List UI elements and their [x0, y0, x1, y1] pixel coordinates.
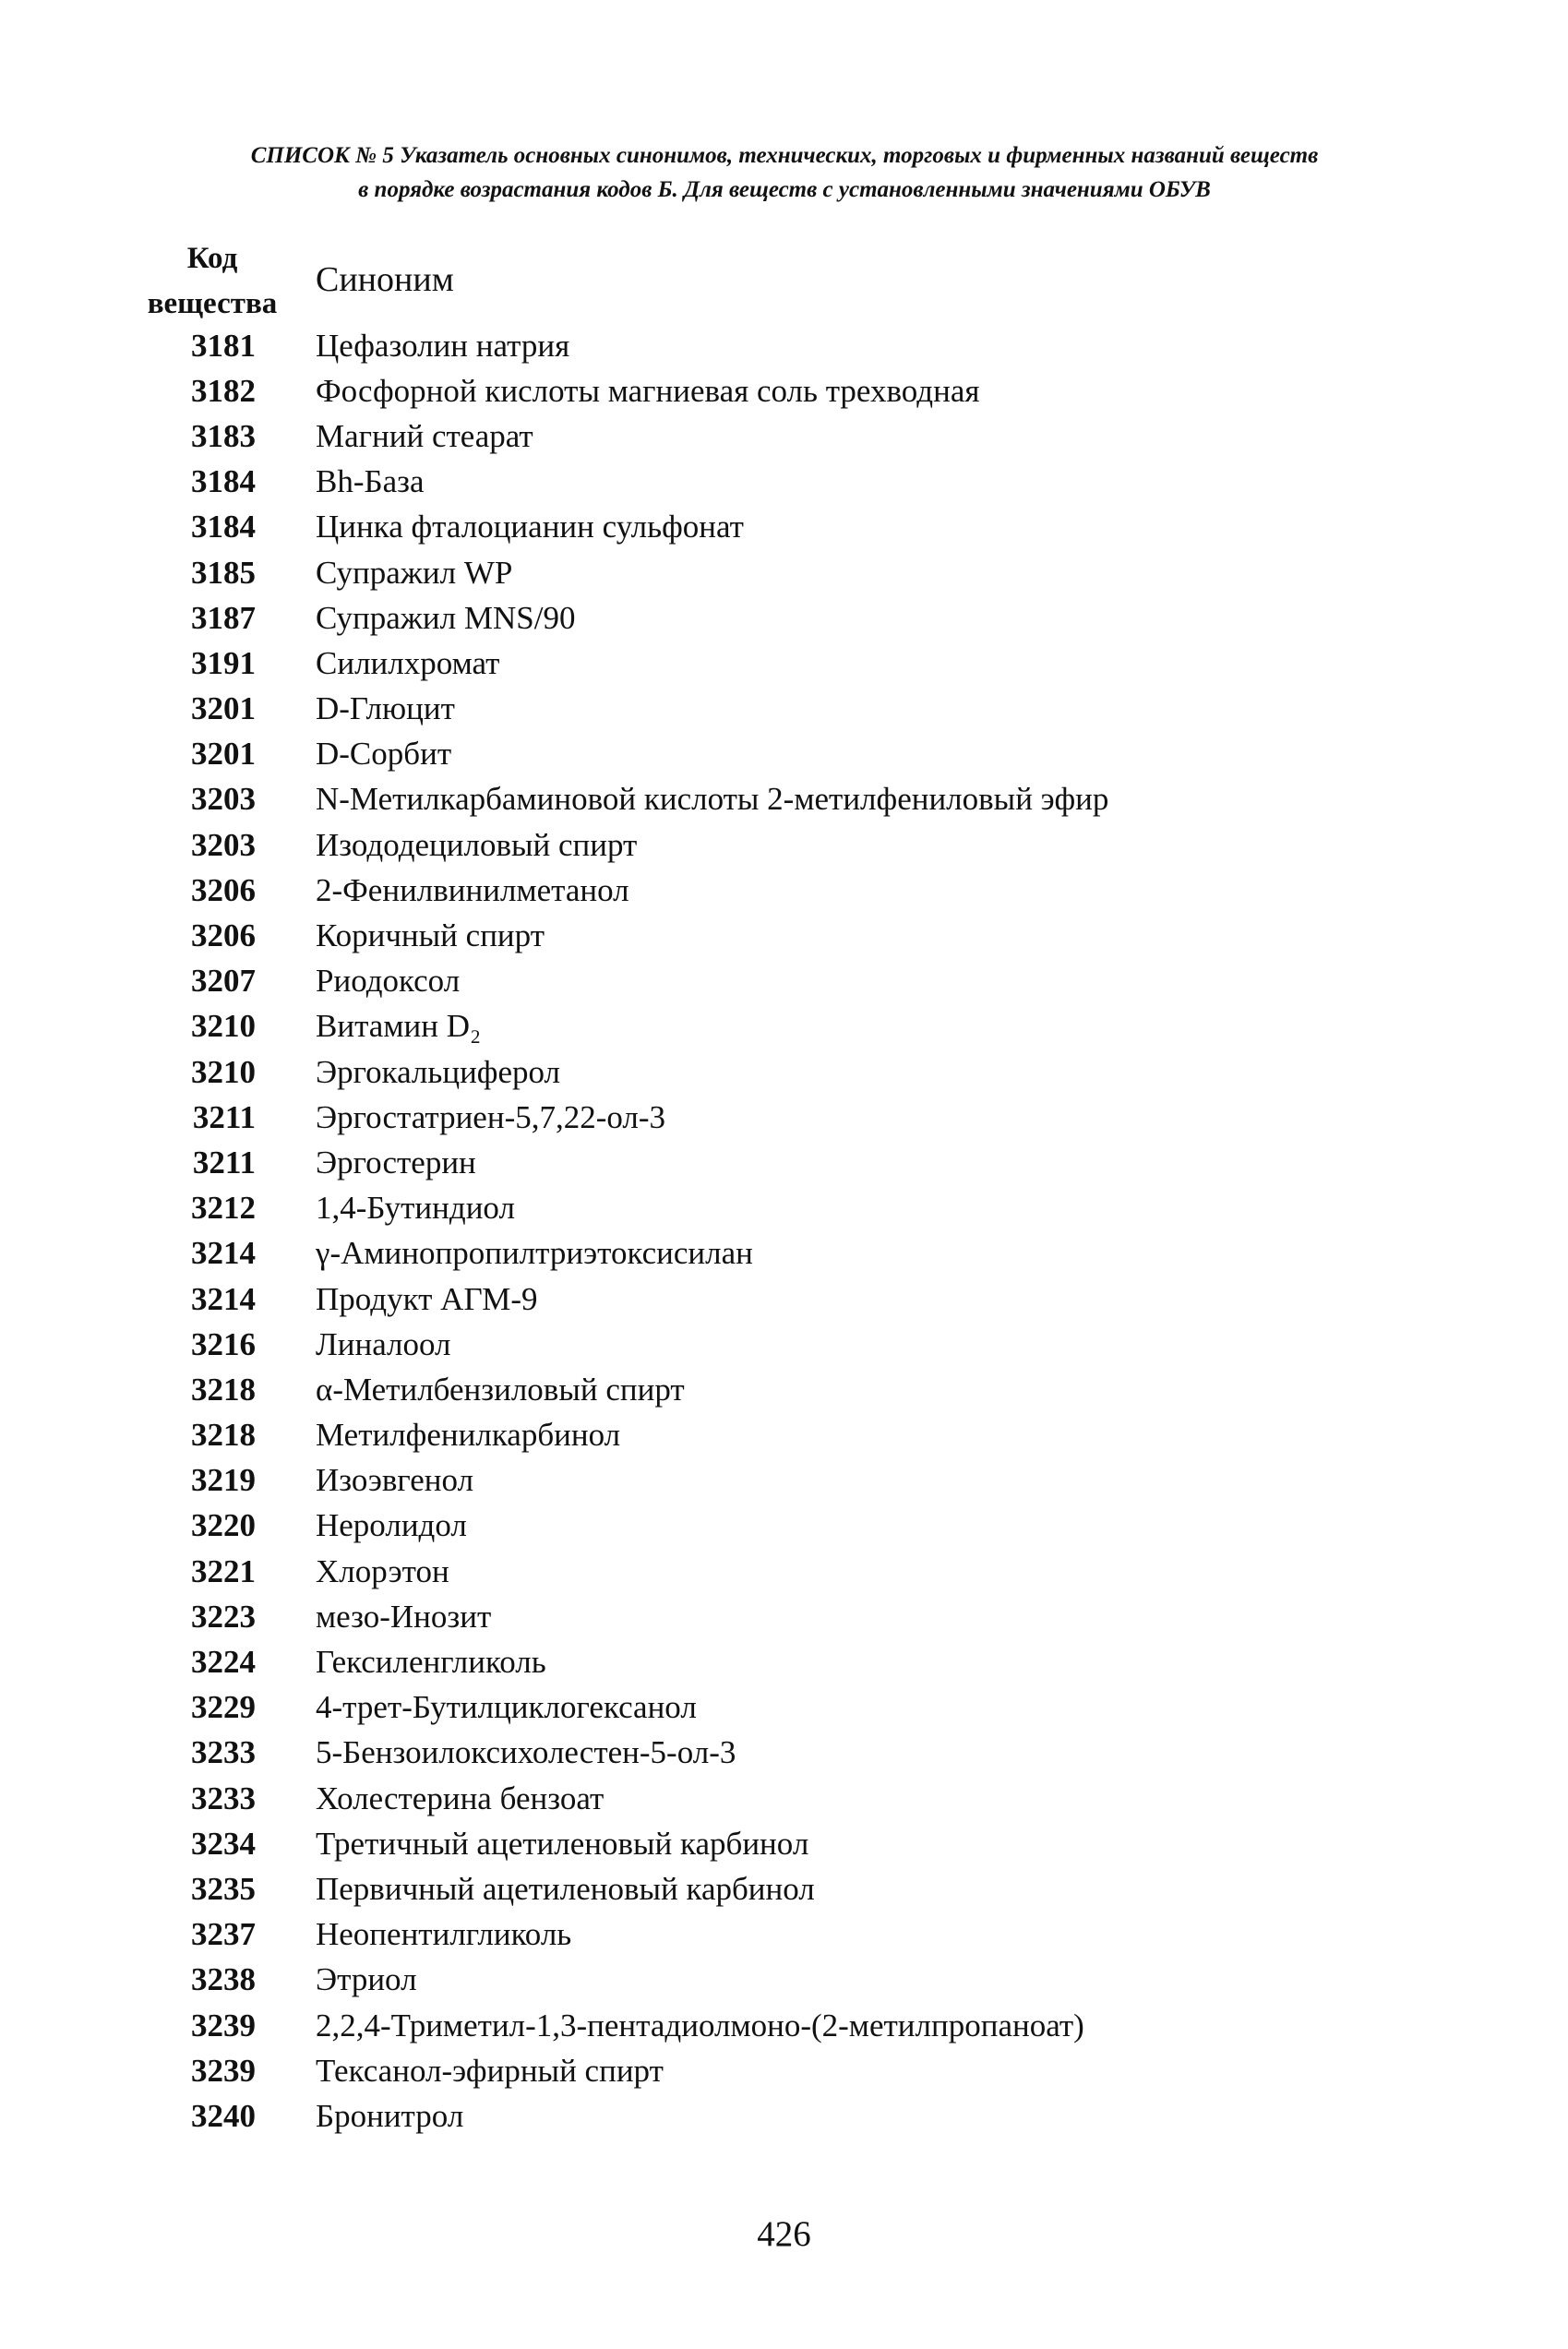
table-row	[129, 1186, 1440, 1231]
header-subtitle-line: в порядке возрастания кодов Б. Для веществ с установленными значениями ОБУВ	[358, 177, 1211, 202]
substance-synonym: Третичный ацетиленовый карбинол	[316, 1825, 809, 1862]
table-row	[129, 959, 1440, 1004]
substance-synonym: Магний стеарат	[316, 417, 533, 454]
substance-synonym: Бронитрол	[316, 2097, 464, 2134]
substance-code: 3211	[192, 1144, 256, 1180]
substance-code: 3238	[191, 1961, 256, 1998]
substance-synonym: Холестерина бензоат	[316, 1780, 604, 1816]
substance-code: 3214	[191, 1280, 256, 1317]
substance-code: 3191	[191, 644, 256, 681]
table-row	[129, 1549, 1440, 1594]
table-row	[129, 413, 1440, 459]
substance-code: 3181	[191, 327, 256, 364]
table-row	[129, 2093, 1440, 2139]
substance-synonym: Риодоксол	[316, 963, 461, 1000]
substance-code: 3210	[191, 1053, 256, 1090]
substance-synonym: Гексиленгликоль	[316, 1644, 546, 1681]
column-header-code	[129, 236, 295, 327]
table-row	[129, 1594, 1440, 1639]
substance-code: 3235	[191, 1870, 256, 1907]
list-header	[138, 138, 1430, 207]
table-row	[129, 595, 1440, 641]
table-row	[129, 1095, 1440, 1140]
substance-code: 3201	[191, 690, 256, 727]
substance-code: 3220	[191, 1507, 256, 1544]
substance-synonym: D-Глюцит	[316, 690, 455, 727]
table-row	[129, 822, 1440, 868]
table-row	[129, 1685, 1440, 1731]
substance-synonym: 2-Фенилвинилметанол	[316, 871, 629, 908]
table-row	[129, 1731, 1440, 1776]
table-row	[129, 505, 1440, 550]
substance-synonym: 1,4-Бутиндиол	[316, 1190, 515, 1227]
table-row	[129, 1504, 1440, 1549]
table-row	[129, 460, 1440, 505]
substance-synonym: 4-трет-Бутилциклогексанол	[316, 1689, 697, 1726]
substance-synonym: Bh-База	[316, 463, 425, 500]
table-row	[129, 868, 1440, 913]
substance-synonym: Изоэвгенол	[316, 1462, 474, 1499]
table-row	[129, 1866, 1440, 1912]
table-row	[129, 777, 1440, 822]
substance-synonym: Изододециловый спирт	[316, 826, 638, 863]
table-row	[129, 1276, 1440, 1322]
table-row	[129, 1140, 1440, 1185]
substance-synonym: Коричный спирт	[316, 917, 545, 954]
table-row	[129, 1367, 1440, 1412]
substance-code: 3184	[191, 463, 256, 500]
column-header-code-line2: вещества	[147, 287, 278, 320]
column-header-code-line1: Код	[186, 242, 238, 275]
substance-synonym: Супражил MNS/90	[316, 599, 576, 636]
substance-code: 3203	[191, 826, 256, 863]
table-row	[129, 1231, 1440, 1276]
substance-code: 3237	[191, 1916, 256, 1953]
table-row	[129, 1004, 1440, 1049]
table-row	[129, 2048, 1440, 2093]
table-row	[129, 323, 1440, 368]
table-row	[129, 1776, 1440, 1821]
header-title-line: СПИСОК № 5 Указатель основных синонимов, технических, торговых и фирменных названий веществ	[250, 143, 1319, 168]
substance-code: 3187	[191, 599, 256, 636]
substance-synonym: Эргокальциферол	[316, 1053, 561, 1090]
table-row	[129, 913, 1440, 958]
substance-synonym: α-Метилбензиловый спирт	[316, 1371, 685, 1408]
substance-code: 3229	[191, 1689, 256, 1726]
substance-code: 3224	[191, 1644, 256, 1681]
substance-synonym: D-Сорбит	[316, 736, 452, 773]
substance-synonym: Супражил WP	[316, 554, 513, 591]
substance-code: 3210	[191, 1008, 256, 1045]
substance-code: 3234	[191, 1825, 256, 1862]
substance-code: 3218	[191, 1417, 256, 1454]
substance-synonym: Силилхромат	[316, 644, 500, 681]
substance-code: 3233	[191, 1734, 256, 1771]
substance-code: 3233	[191, 1780, 256, 1816]
substance-code: 3218	[191, 1371, 256, 1408]
page-number: 426	[757, 2214, 811, 2254]
substance-code: 3201	[191, 736, 256, 773]
table-row	[129, 1639, 1440, 1684]
substance-code: 3206	[191, 917, 256, 954]
table-row	[129, 687, 1440, 732]
table-row	[129, 1958, 1440, 2003]
substance-code: 3184	[191, 509, 256, 545]
table-row	[129, 1912, 1440, 1958]
substance-code: 3183	[191, 417, 256, 454]
table-row	[129, 1458, 1440, 1504]
table-row	[129, 1413, 1440, 1458]
table-row	[129, 368, 1440, 413]
table-row	[129, 1322, 1440, 1367]
column-header-synonym: Синоним	[316, 260, 454, 299]
substance-synonym: Продукт АГМ-9	[316, 1280, 538, 1317]
table-row	[129, 732, 1440, 777]
substance-code: 3221	[191, 1552, 256, 1589]
substance-synonym: 2,2,4-Триметил-1,3-пентадиолмоно-(2-метилпропаноат)	[316, 2007, 1084, 2043]
substance-code: 3240	[191, 2097, 256, 2134]
table-row	[129, 2003, 1440, 2048]
table-row	[129, 550, 1440, 595]
substance-synonym: Цефазолин натрия	[316, 327, 570, 364]
substance-code: 3239	[191, 2052, 256, 2089]
table-row	[129, 1821, 1440, 1866]
substance-code: 3203	[191, 781, 256, 818]
substance-code: 3211	[192, 1098, 256, 1135]
substance-code: 3185	[191, 554, 256, 591]
substance-code: 3223	[191, 1598, 256, 1635]
substance-code: 3206	[191, 871, 256, 908]
substance-synonym: Фосфорной кислоты магниевая соль трехводная	[316, 372, 980, 409]
substance-synonym: Витамин D₂	[316, 1008, 482, 1045]
substance-synonym: мезо-Инозит	[316, 1598, 492, 1635]
substance-synonym: Метилфенилкарбинол	[316, 1417, 621, 1454]
substance-synonym: Первичный ацетиленовый карбинол	[316, 1870, 815, 1907]
substance-synonym: Линалоол	[316, 1325, 451, 1362]
substance-synonym: Цинка фталоцианин сульфонат	[316, 509, 744, 545]
substance-code: 3216	[191, 1325, 256, 1362]
substance-synonym: Хлорэтон	[316, 1552, 449, 1589]
substance-synonym: N-Метилкарбаминовой кислоты 2-метилфениловый эфир	[316, 781, 1109, 818]
substance-synonym: Неролидол	[316, 1507, 467, 1544]
substance-synonym: Эргостерин	[316, 1144, 476, 1180]
synonym-table	[129, 323, 1440, 2139]
substance-synonym: Эргостатриен-5,7,22-ол-3	[316, 1098, 666, 1135]
substance-code: 3212	[191, 1190, 256, 1227]
substance-code: 3239	[191, 2007, 256, 2043]
substance-code: 3219	[191, 1462, 256, 1499]
table-row	[129, 641, 1440, 686]
table-row	[129, 1049, 1440, 1095]
substance-synonym: γ-Аминопропилтриэтоксисилан	[316, 1235, 753, 1272]
substance-code: 3182	[191, 372, 256, 409]
substance-synonym: 5-Бензоилоксихолестен-5-ол-3	[316, 1734, 736, 1771]
substance-code: 3214	[191, 1235, 256, 1272]
substance-code: 3207	[191, 963, 256, 1000]
substance-synonym: Тексанол-эфирный спирт	[316, 2052, 664, 2089]
substance-synonym: Неопентилгликоль	[316, 1916, 572, 1953]
substance-synonym: Этриол	[316, 1961, 417, 1998]
